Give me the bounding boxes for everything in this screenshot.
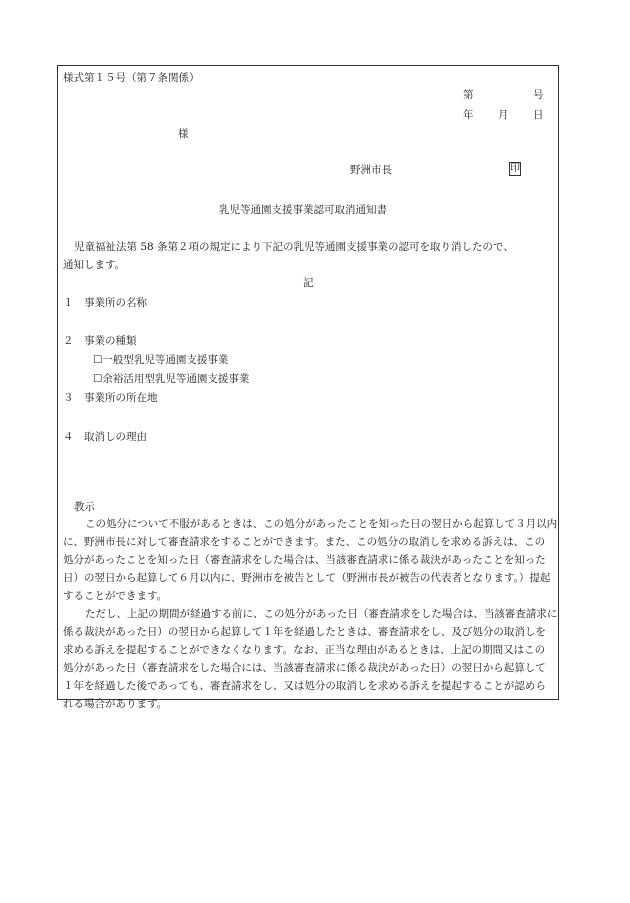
body-text-line1: 児童福祉法第 58 条第２項の規定により下記の乳児等通園支援事業の認可を取り消したので、 — [74, 241, 514, 253]
date-day-label: 日 — [533, 109, 544, 121]
body-text-line2: 通知します。 — [63, 259, 126, 271]
notice-paragraph-2 — [63, 605, 557, 713]
number-label-left: 第 — [463, 89, 474, 101]
notice-p2-line: 処分があった日（審査請求をした場合には、当該審査請求に係る裁決があった日）の翌日から起算して — [63, 662, 546, 674]
date-month-label: 月 — [498, 109, 509, 121]
item-business-type: ２ 事業の種類 — [63, 335, 137, 347]
option-surplus-type: ☐余裕活用型乳児等通園支援事業 — [93, 373, 250, 385]
notice-p1-line: に、野洲市長に対して審査請求をすることができます。また、この処分の取消しを求める訴えは、この — [63, 536, 546, 548]
notice-paragraph-1 — [63, 515, 557, 605]
notice-heading: 教示 — [74, 501, 95, 513]
date-year-label: 年 — [463, 109, 474, 121]
notice-p1-line: 日）の翌日から起算して６月以内に、野洲市を被告として（野洲市長が被告の代表者となります。）提起 — [63, 572, 551, 584]
notice-p2-line: れる場合があります。 — [63, 698, 168, 710]
form-header: 様式第１５号（第７条関係） — [63, 72, 200, 84]
option-general-type: ☐一般型乳児等通園支援事業 — [93, 354, 229, 366]
item-facility-name: １ 事業所の名称 — [63, 297, 147, 309]
notice-p2-line: 係る裁決があった日）の翌日から起算して１年を経過したときは、審査請求をし、及び処分の取消しを — [63, 626, 546, 638]
number-label-right: 号 — [533, 89, 544, 101]
issuer-name: 野洲市長 — [350, 164, 392, 176]
notice-p1-line: することができます。 — [63, 590, 168, 602]
addressee-suffix: 様 — [178, 128, 189, 140]
notice-p2-line: 求める訴えを提起することができなくなります。なお、正当な理由があるときは、上記の期間又はこの — [63, 644, 546, 656]
document-title: 乳児等通園支援事業認可取消通知書 — [219, 204, 387, 216]
notice-p2-line: １年を経過した後であっても、審査請求をし、又は処分の取消しを求める訴えを提起することが認めら — [63, 680, 546, 692]
seal-mark: 印 — [510, 163, 520, 174]
ki-heading: 記 — [303, 277, 314, 289]
item-cancellation-reason: ４ 取消しの理由 — [63, 431, 147, 443]
notice-p1-line: この処分について不服があるときは、この処分があったことを知った日の翌日から起算して３月以内 — [85, 518, 558, 530]
notice-p1-line: 処分があったことを知った日（審査請求をした場合は、当該審査請求に係る裁決があったことを知った — [63, 554, 546, 566]
notice-p2-line: ただし、上記の期間が経過する前に、この処分があった日（審査請求をした場合は、当該審査請求に — [85, 608, 558, 620]
item-facility-address: ３ 事業所の所在地 — [63, 392, 158, 404]
